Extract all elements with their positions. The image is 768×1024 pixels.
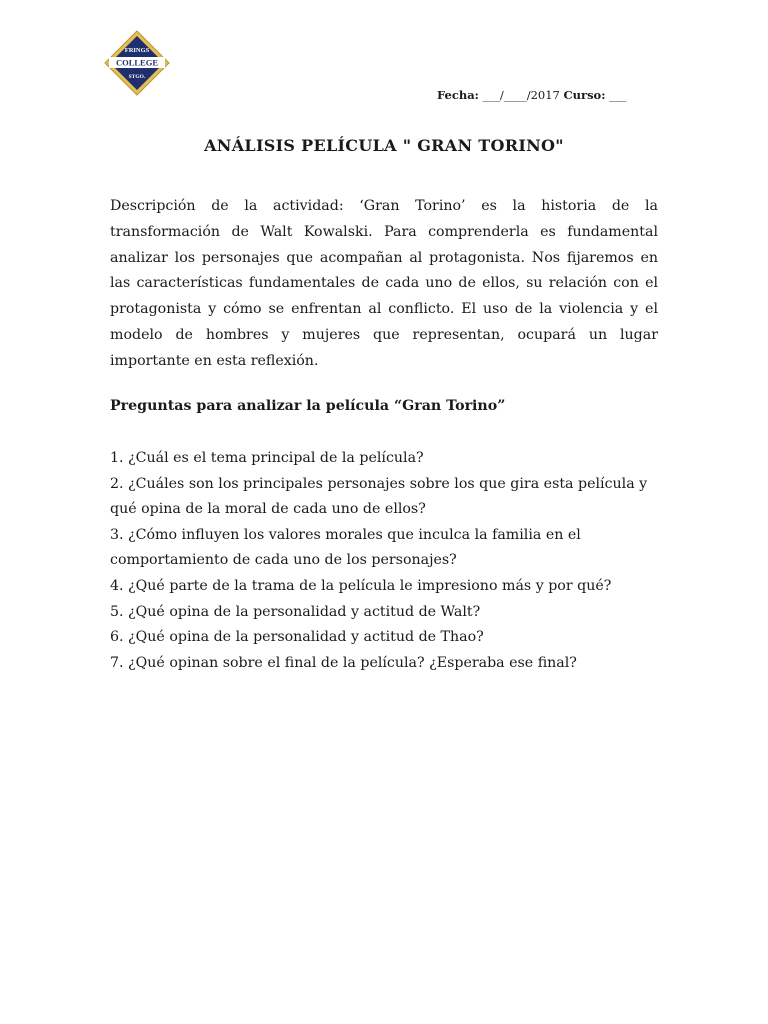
questions-heading: Preguntas para analizar la película “Gran Torino” bbox=[110, 398, 506, 414]
frings-college-logo bbox=[104, 30, 170, 96]
logo-middle-text: COLLEGE bbox=[115, 57, 159, 68]
question-item: 5. ¿Qué opina de la personalidad y actitud de Walt? bbox=[110, 603, 481, 620]
question-item: 6. ¿Qué opina de la personalidad y actitud de Thao? bbox=[110, 629, 484, 646]
question-item: 7. ¿Qué opinan sobre el final de la película? ¿Esperaba ese final? bbox=[110, 654, 577, 671]
questions-list bbox=[110, 446, 670, 676]
activity-description: Descripción de la actividad: ‘Gran Torino’ es la historia de la transformación de Walt Kowalski. Para comprenderla es fundamental analizar los personajes que acompañan al protagonista. Nos fijaremos en las características fundamentales de cada uno de ellos, su relación con el protagonista y cómo se enfrentan al conflicto. El uso de la violencia y el modelo de hombres y mujeres que representan, ocupará un lugar importante en esta reflexión. bbox=[110, 198, 658, 369]
logo-diamond-graphic bbox=[104, 30, 170, 96]
question-item: 1. ¿Cuál es el tema principal de la película? bbox=[110, 450, 424, 466]
date-course-line bbox=[437, 88, 626, 102]
curso-value: ___ bbox=[605, 88, 627, 102]
curso-label: Curso: bbox=[563, 88, 606, 102]
question-item: 3. ¿Cómo influyen los valores morales que inculca la familia en el comportamiento de cada uno de los personajes? bbox=[110, 526, 581, 569]
page-title: ANÁLISIS PELÍCULA " GRAN TORINO" bbox=[204, 136, 564, 155]
fecha-label: Fecha: bbox=[437, 88, 479, 102]
logo-top-text: FRINGS bbox=[124, 47, 150, 54]
fecha-value: ___/____/2017 bbox=[478, 88, 564, 102]
logo-bottom-text: STGO. bbox=[128, 74, 146, 80]
question-item: 4. ¿Qué parte de la trama de la película le impresiono más y por qué? bbox=[110, 577, 612, 594]
question-item: 2. ¿Cuáles son los principales personajes sobre los que gira esta película y qué opina de la moral de cada uno de ellos? bbox=[110, 475, 648, 518]
